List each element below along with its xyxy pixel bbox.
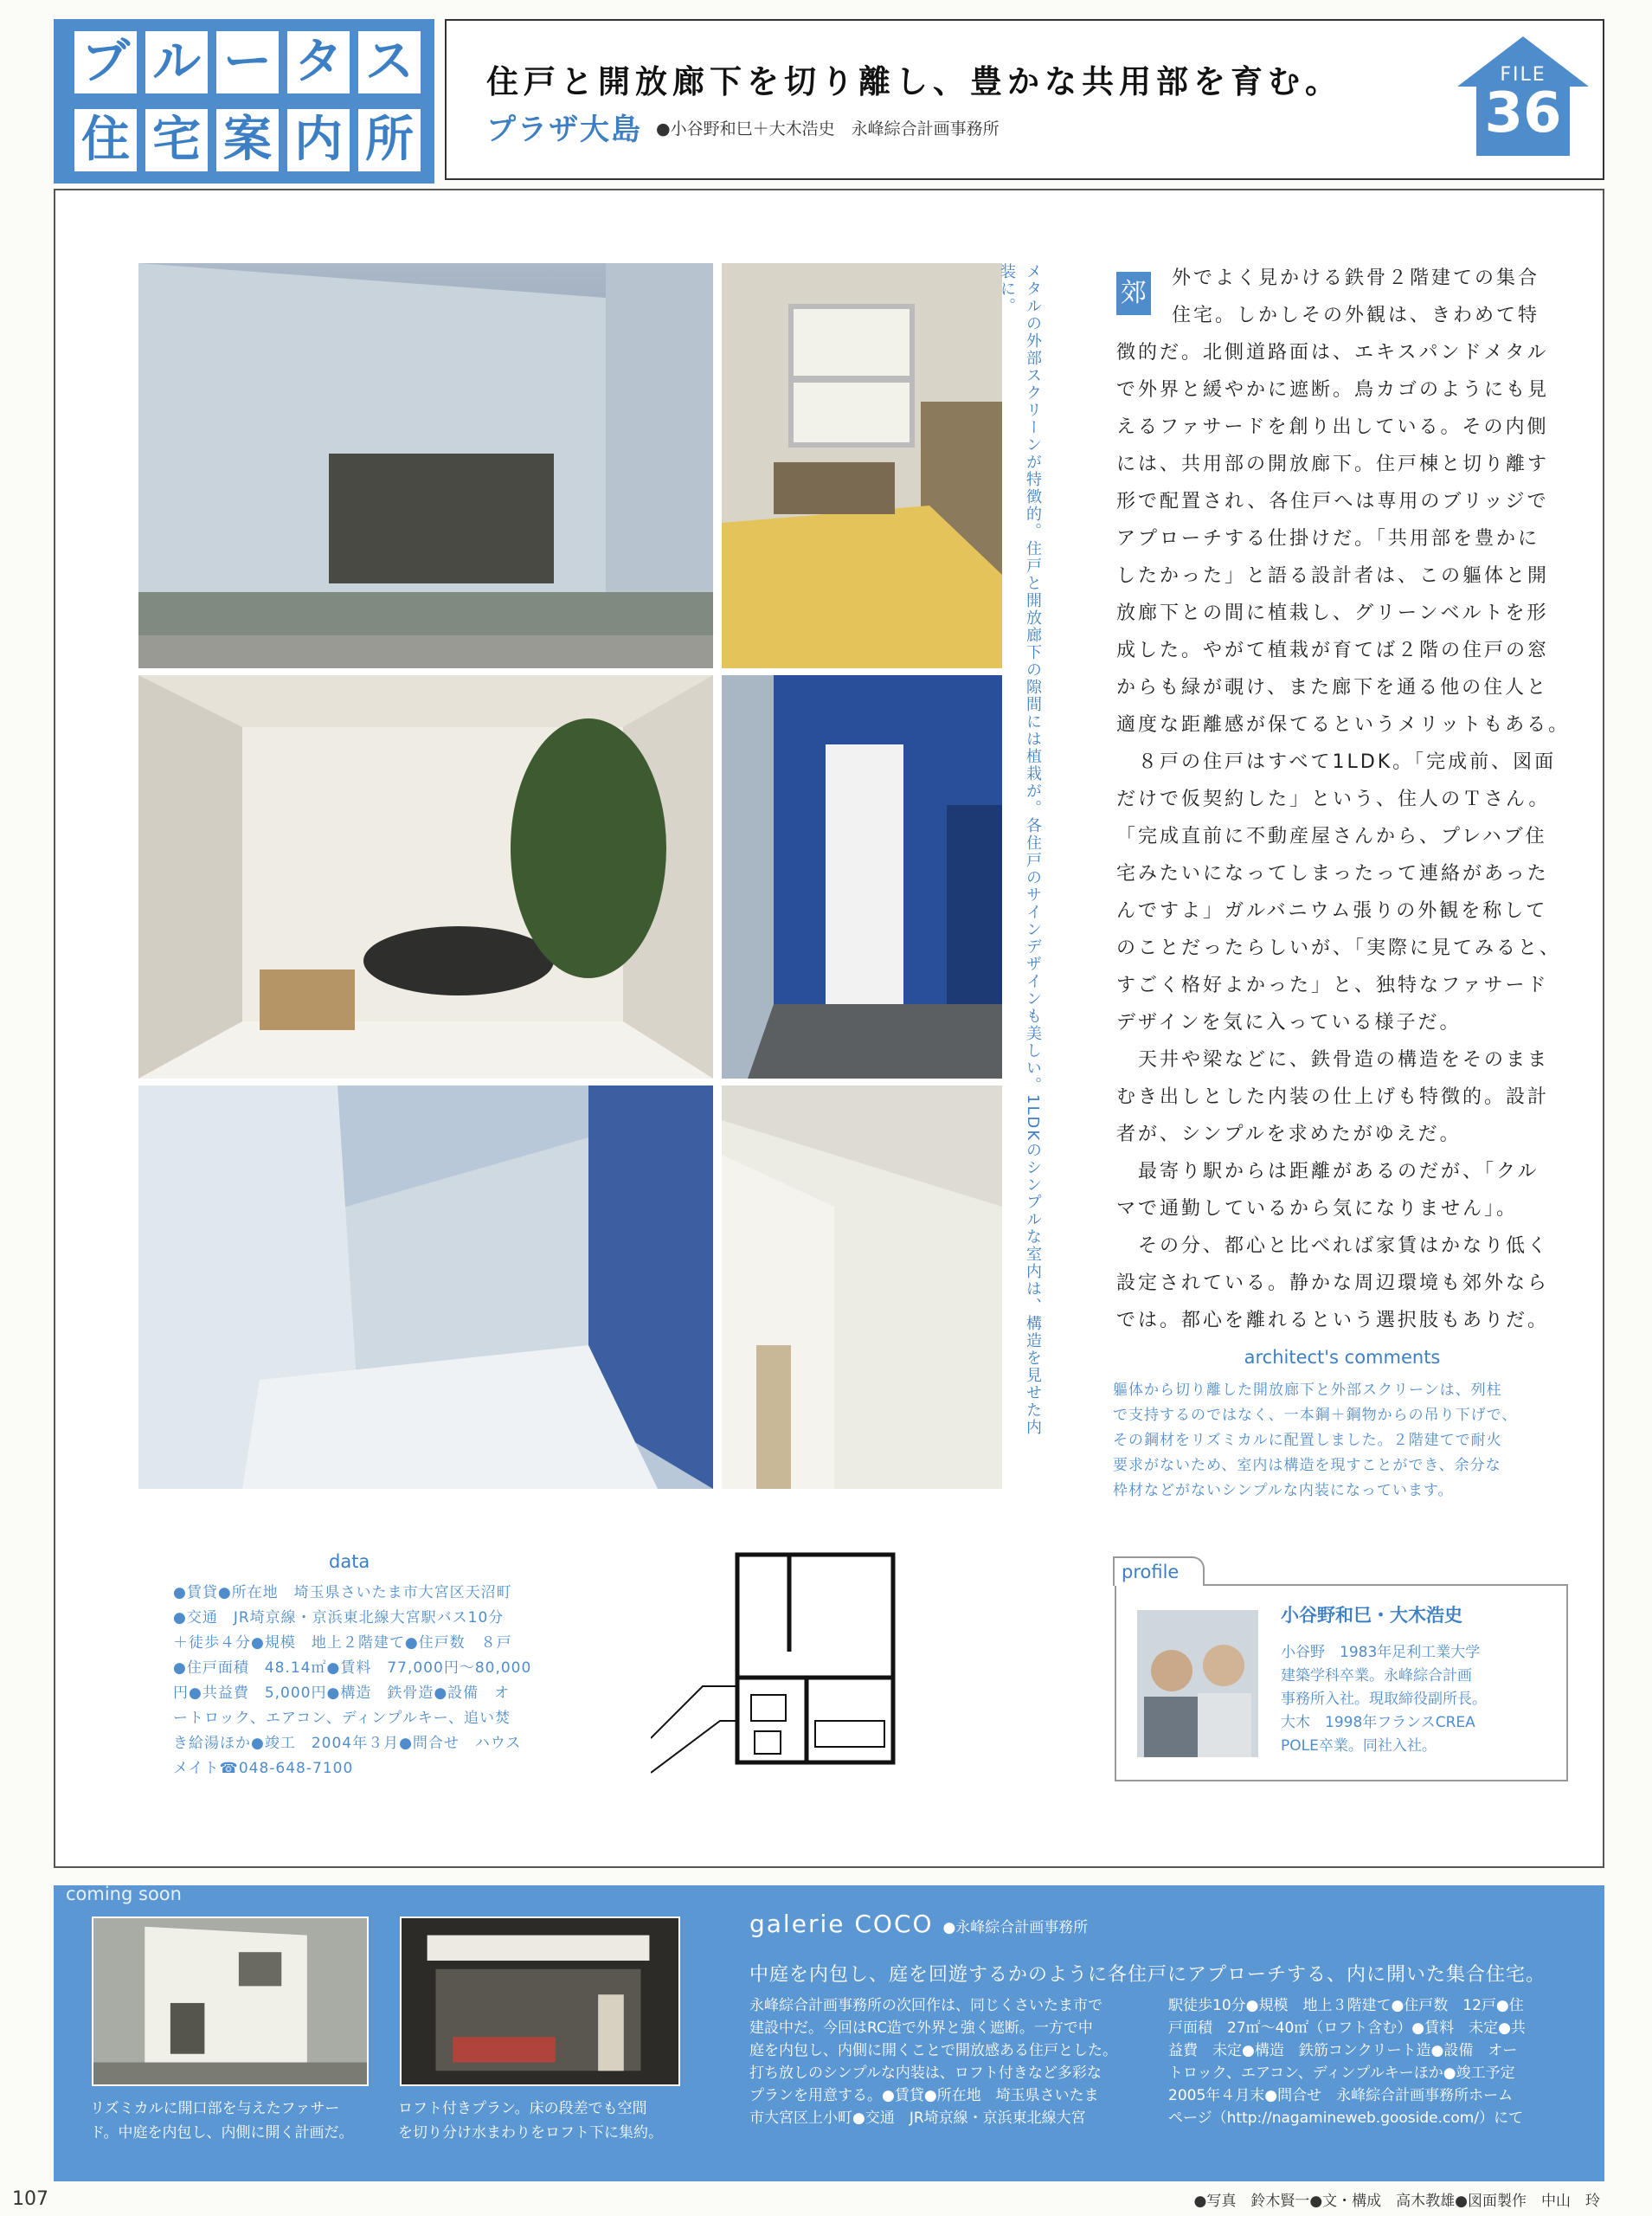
article-line: 設定されている。静かな周辺環境も郊外なら	[1116, 1272, 1550, 1294]
logo-char: 宅	[145, 109, 208, 171]
caption-line: リズミカルに開口部を与えたファサー	[90, 2100, 340, 2117]
article-lead-line: 外でよく見かける鉄骨２階建ての集合	[1172, 267, 1540, 289]
coming-soon-caption-2	[398, 2097, 663, 2145]
article-line: んですよ」ガルバニウム張りの外観を称して	[1116, 900, 1548, 922]
coming-soon-loft-photo	[400, 1916, 680, 2086]
profile-line: 事務所入社。現取締役副所長。	[1281, 1691, 1487, 1708]
photo-caption: メタルの外部スクリーンが特徴的。住戸と開放廊下の隙間には植栽が。各住戸のサインデザインも美しい。1LDKのシンプルな室内は、構造を見せた内装に。	[998, 263, 1042, 1437]
profile-line: 小谷野 1983年足利工業大学	[1281, 1644, 1481, 1661]
profile-line: 建築学科卒業。永峰綜合計画	[1281, 1667, 1472, 1685]
article-line: むき出しとした内装の仕上げも特徴的。設計	[1116, 1086, 1550, 1108]
article-line: したかった」と語る設計者は、この軀体と開	[1116, 565, 1550, 587]
article-line: 形で配置され、各住戸へは専用のブリッジで	[1116, 491, 1549, 512]
article-line: 放廊下との間に植栽し、グリーンベルトを形	[1116, 602, 1549, 624]
coming-soon-title	[749, 1910, 1088, 1938]
caption-line: ロフト付きプラン。床の段差でも空間	[398, 2100, 647, 2117]
article-line: のことだったらしいが、「実際に見てみると、	[1116, 937, 1562, 959]
photo-corridor	[138, 1085, 713, 1489]
body-line: 市大宮区上小町●交通 JR埼京線・京浜東北線大宮	[749, 2110, 1086, 2127]
body-line: プランを用意する。●賃貸●所在地 埼玉県さいたま	[749, 2087, 1099, 2104]
photo-ceiling-structure	[722, 1085, 1002, 1489]
photo-bedroom	[722, 263, 1002, 668]
article-line: で外界と緩やかに遮断。鳥カゴのようにも見	[1116, 379, 1550, 401]
logo-char: 案	[216, 109, 279, 171]
article-line: 者が、シンプルを求めたがゆえだ。	[1116, 1124, 1462, 1145]
body-line: トロック、エアコン、ディンプルキーほか●竣工予定	[1168, 2065, 1515, 2082]
article-line: 徴的だ。北側道路面は、エキスパンドメタル	[1116, 342, 1549, 364]
data-line: ●住戸面積 48.14㎡●賃料 77,000円～80,000	[173, 1659, 532, 1677]
body-line: 2005年４月末●問合せ 永峰綜合計画事務所ホーム	[1168, 2087, 1514, 2104]
file-number: 36	[1484, 81, 1562, 145]
building-name: プラザ大島	[486, 113, 642, 147]
profile-names: 小谷野和巳・大木浩史	[1281, 1605, 1462, 1626]
logo-char: 内	[287, 109, 350, 171]
data-line: メイト☎048-648-7100	[173, 1760, 354, 1777]
architect-comments-title: architect's comments	[1244, 1347, 1441, 1368]
body-line: 戸面積 27㎡～40㎡（ロフト含む）●賃料 未定●共	[1168, 2020, 1526, 2037]
article-line: 最寄り駅からは距離があるのだが、「クル	[1116, 1161, 1540, 1182]
logo-char: 住	[74, 109, 137, 171]
floor-plan-diagram	[651, 1548, 902, 1783]
file-label: FILE	[1500, 64, 1546, 86]
data-line: ートロック、エアコン、ディンプルキー、追い焚	[173, 1710, 511, 1727]
architect-comments-body	[1113, 1378, 1573, 1504]
body-line: 永峰綜合計画事務所の次回作は、同じくさいたま市で	[749, 1997, 1102, 2014]
logo-char: タ	[287, 31, 350, 93]
article-line: 宅みたいになってしまったって連絡があった	[1116, 863, 1549, 885]
article-line: アプローチする仕掛けだ。「共用部を豊かに	[1116, 528, 1540, 550]
comment-line: 枠材などがないシンプルな内装になっています。	[1113, 1482, 1454, 1499]
photo-living-room	[138, 675, 713, 1079]
comment-line: 要求がないため、室内は構造を現すことができ、余分な	[1113, 1457, 1501, 1474]
logo-char: ブ	[74, 31, 137, 93]
data-line: ●交通 JR埼京線・京浜東北線大宮駅バス10分	[173, 1609, 505, 1627]
logo-char: ル	[145, 31, 208, 93]
body-line: ページ（http://nagamineweb.gooside.com/）にて	[1168, 2110, 1524, 2127]
profile-tab: profile	[1113, 1556, 1205, 1586]
coming-soon-credit: ●永峰綜合計画事務所	[942, 1919, 1089, 1936]
article-line: その分、都心と比べれば家賃はかなり低く	[1116, 1235, 1550, 1257]
article-line: には、共用部の開放廊下。住戸棟と切り離す	[1116, 454, 1550, 475]
article-line: からも緑が覗け、また廊下を通る他の住人と	[1116, 677, 1549, 699]
comment-line: その鋼材をリズミカルに配置しました。２階建てで耐火	[1113, 1432, 1502, 1449]
data-body	[173, 1581, 537, 1781]
logo-char: 所	[358, 109, 421, 171]
article-line: すごく格好よかった」と、独特なファサード	[1116, 975, 1549, 996]
article-line: 「完成直前に不動産屋さんから、プレハブ住	[1116, 826, 1547, 847]
photo-facade	[138, 263, 713, 668]
profile-line: POLE卒業。同社入社。	[1281, 1737, 1437, 1755]
profile-line: 大木 1998年フランスCREA	[1281, 1714, 1475, 1731]
photo-entrance-door	[722, 675, 1002, 1079]
drop-cap: 郊	[1116, 272, 1151, 315]
coming-soon-body-col1	[749, 1994, 1117, 2129]
caption-line: ド。中庭を内包し、内側に開く計画だ。	[90, 2124, 354, 2142]
data-line: 円●共益費 5,000円●構造 鉄骨造●設備 オ	[173, 1685, 511, 1702]
body-line: 打ち放しのシンプルな内装は、ロフト付きなど多彩な	[749, 2065, 1102, 2082]
data-line: き給湯ほか●竣工 2004年３月●問合せ ハウス	[173, 1735, 522, 1752]
article-line: デザインを気に入っている様子だ。	[1116, 1012, 1462, 1034]
article-body	[1116, 334, 1571, 1339]
series-logo	[54, 19, 434, 184]
article-line: えるファサードを創り出している。その内側	[1116, 416, 1549, 438]
page-number: 107	[12, 2188, 48, 2210]
logo-char: ー	[216, 31, 279, 93]
comment-line: で支持するのではなく、一本鋼＋鋼物からの吊り下げで、	[1113, 1407, 1518, 1424]
article-line: 天井や梁などに、鉄骨造の構造をそのまま	[1116, 1049, 1550, 1071]
coming-soon-lead: 中庭を内包し、庭を回遊するかのように各住戸にアプローチする、内に開いた集合住宅。	[749, 1964, 1546, 1986]
body-line: 庭を内包し、内側に開くことで開放感ある住戸とした。	[749, 2042, 1117, 2059]
architects-portrait	[1137, 1610, 1258, 1757]
data-line: ●賃貸●所在地 埼玉県さいたま市大宮区天沼町	[173, 1584, 512, 1601]
coming-soon-body-col2	[1168, 1994, 1526, 2129]
architect-credit: ●小谷野和巳＋大木浩史 永峰綜合計画事務所	[656, 119, 1000, 138]
article-lead-line: 住宅。しかしその外観は、きわめて特	[1172, 305, 1540, 326]
coming-soon-name: galerie COCO	[749, 1910, 934, 1938]
logo-char: ス	[358, 31, 421, 93]
body-line: 駅徒歩10分●規模 地上３階建て●住戸数 12戸●住	[1168, 1997, 1524, 2014]
coming-soon-caption-1	[90, 2097, 353, 2145]
body-line: 建設中だ。今回はRC造で外界と強く遮断。一方で中	[749, 2020, 1093, 2037]
article-line: だけで仮契約した」という、住人のＴさん。	[1116, 789, 1551, 810]
data-title: data	[329, 1551, 370, 1572]
article-line: ８戸の住戸はすべて1LDK。「完成前、図面	[1116, 751, 1557, 773]
article-line: では。都心を離れるという選択肢もありだ。	[1116, 1310, 1550, 1331]
coming-soon-facade-photo	[92, 1916, 369, 2086]
article-line: 適度な距離感が保てるというメリットもある。	[1116, 714, 1571, 736]
comment-line: 軀体から切り離した開放廊下と外部スクリーンは、列柱	[1113, 1382, 1502, 1399]
data-line: ＋徒歩４分●規模 地上２階建て●住戸数 ８戸	[173, 1634, 512, 1652]
article-line: 成した。やがて植栽が育てば２階の住戸の窓	[1116, 640, 1550, 661]
profile-body	[1281, 1641, 1487, 1758]
body-line: 益費 未定●構造 鉄筋コンクリート造●設備 オー	[1168, 2042, 1518, 2059]
article-headline: 住戸と開放廊下を切り離し、豊かな共用部を育む。	[486, 63, 1342, 100]
coming-soon-label: coming soon	[66, 1884, 182, 1904]
caption-line: を切り分け水まわりをロフト下に集約。	[398, 2124, 663, 2142]
staff-credits: ●写真 鈴木賢一●文・構成 高木教雄●図面製作 中山 玲	[1193, 2193, 1600, 2210]
article-line: マで通勤しているから気になりません」。	[1116, 1198, 1519, 1220]
